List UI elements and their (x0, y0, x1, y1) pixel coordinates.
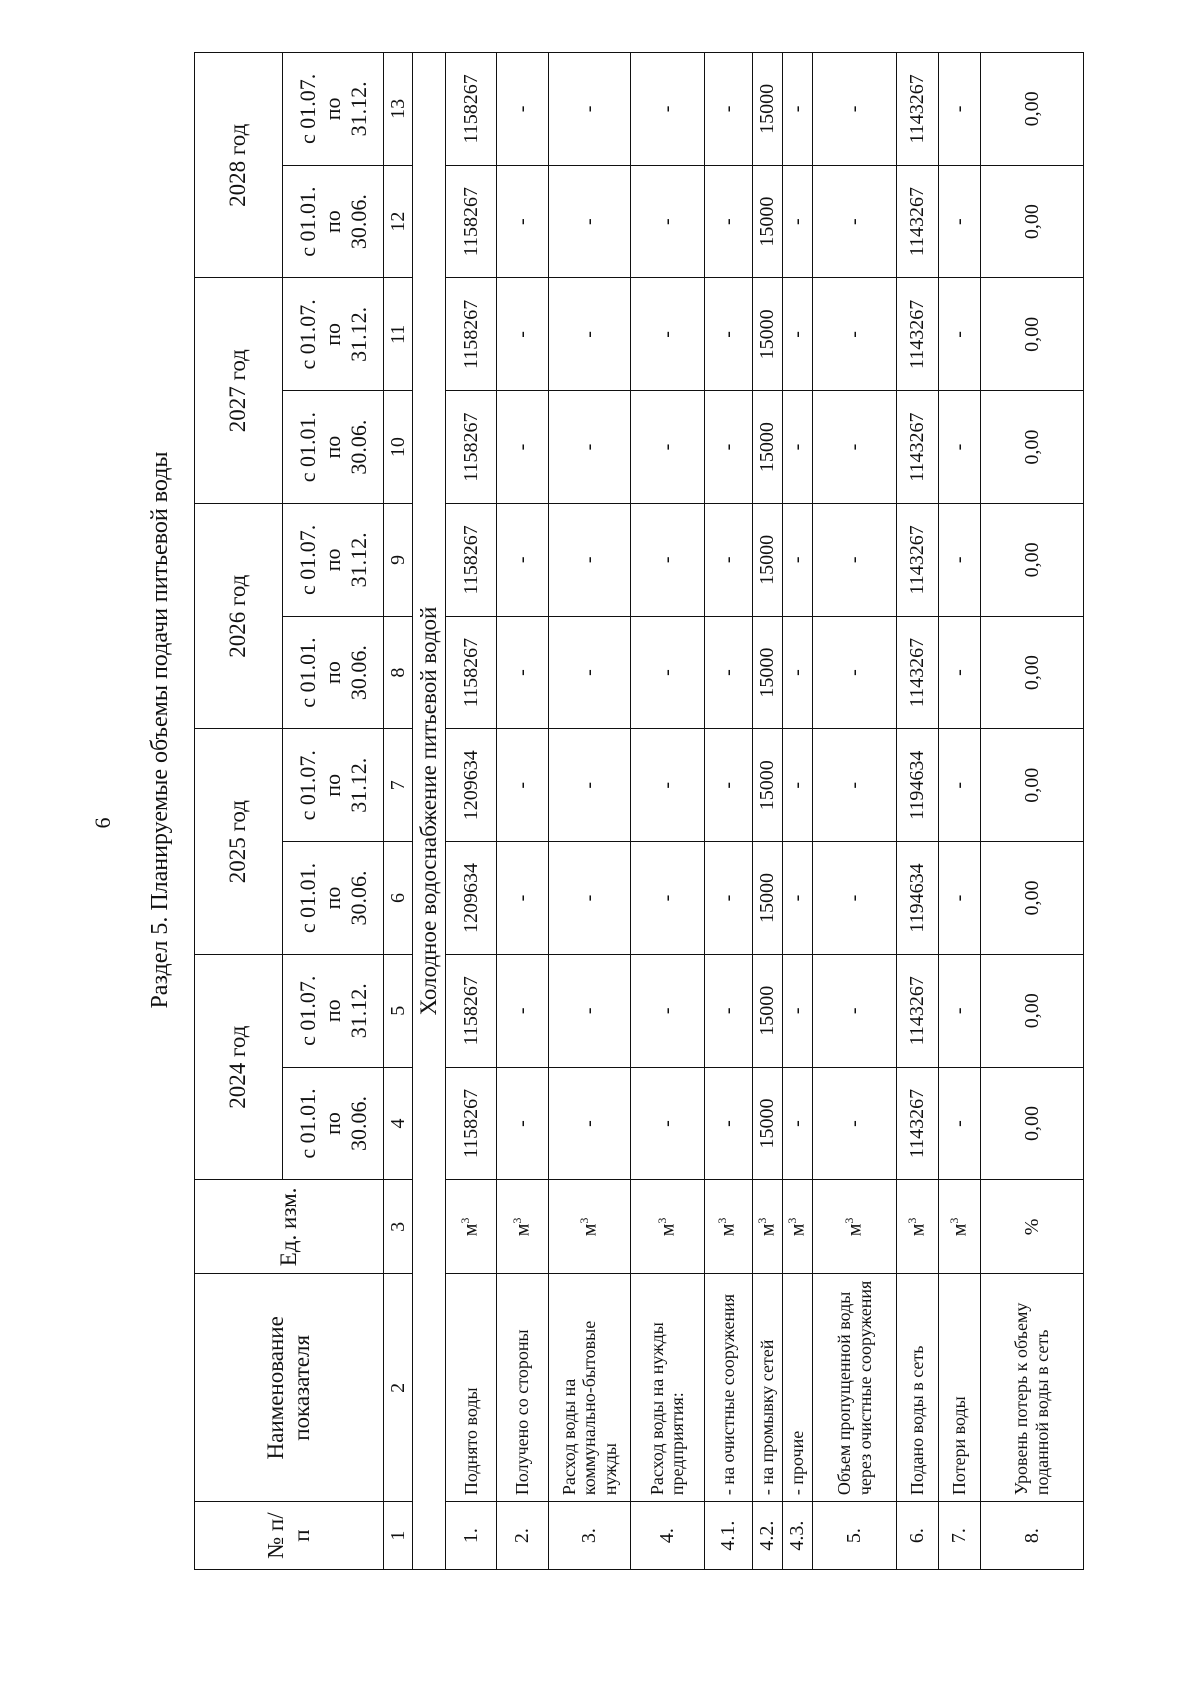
row-name: - на промывку сетей (752, 1274, 782, 1502)
row-value: - (939, 391, 981, 504)
row-value: - (782, 616, 812, 729)
row-value: 15000 (752, 278, 782, 391)
unit-superscript: 3 (509, 1217, 524, 1224)
period-line: по (320, 999, 346, 1023)
row-value: - (704, 616, 752, 729)
header-year: 2027 год (195, 278, 283, 503)
row-value: 1194634 (897, 842, 939, 955)
table-container (194, 52, 1084, 1570)
row-value: - (496, 729, 548, 842)
column-number: 6 (383, 842, 412, 955)
row-value: - (496, 1067, 548, 1180)
page-number: 6 (90, 817, 115, 829)
header-name: Наименование показателя (195, 1274, 384, 1502)
water-supply-table (194, 52, 1084, 1570)
section-label: Холодное водоснабжение питьевой водой (413, 53, 446, 1570)
period-line: с 01.01. (295, 1088, 321, 1159)
row-unit: $м^3$ (782, 1180, 812, 1274)
row-name: Подано воды в сеть (897, 1274, 939, 1502)
row-value: 1158267 (446, 278, 496, 391)
unit-superscript: 3 (458, 1217, 473, 1224)
row-value: - (631, 53, 704, 166)
row-value: - (496, 165, 548, 278)
unit-superscript: 3 (946, 1217, 961, 1224)
row-unit: % (981, 1180, 1084, 1274)
row-value: - (939, 616, 981, 729)
row-value: 1143267 (897, 165, 939, 278)
row-number: 4.2. (752, 1502, 782, 1570)
row-number: 6. (897, 1502, 939, 1570)
row-value: 15000 (752, 165, 782, 278)
row-value: - (549, 616, 631, 729)
row-value: - (939, 954, 981, 1067)
row-value: - (782, 165, 812, 278)
unit-superscript: 3 (784, 1217, 799, 1224)
row-value: - (496, 391, 548, 504)
unit-superscript: 3 (904, 1217, 919, 1224)
row-number: 3. (549, 1502, 631, 1570)
header-period-first-half (283, 1067, 384, 1180)
period-line: по (320, 322, 346, 346)
row-value: 1158267 (446, 53, 496, 166)
row-value: 15000 (752, 1067, 782, 1180)
table-row (897, 53, 939, 1570)
period-line: с 01.07. (295, 299, 321, 370)
row-value: - (549, 165, 631, 278)
table-row (496, 53, 548, 1570)
header-year: 2024 год (195, 954, 283, 1179)
row-value: - (782, 391, 812, 504)
row-unit: $м^3$ (549, 1180, 631, 1274)
row-value: 1143267 (897, 391, 939, 504)
row-value: 15000 (752, 954, 782, 1067)
table-row (752, 53, 782, 1570)
row-value: 1158267 (446, 503, 496, 616)
row-value: 1143267 (897, 53, 939, 166)
column-number: 5 (383, 954, 412, 1067)
row-value: - (704, 165, 752, 278)
row-value: - (939, 503, 981, 616)
row-value: - (813, 278, 897, 391)
header-period-first-half (283, 165, 384, 278)
row-value: - (813, 165, 897, 278)
row-value: 0,00 (981, 278, 1084, 391)
unit-superscript: 3 (576, 1217, 591, 1224)
row-value: - (813, 391, 897, 504)
row-value: 1158267 (446, 165, 496, 278)
row-value: - (549, 503, 631, 616)
row-value: - (782, 53, 812, 166)
period-line: 30.06. (345, 194, 371, 250)
header-period-second-half (283, 729, 384, 842)
row-value: - (813, 729, 897, 842)
column-number: 11 (383, 278, 412, 391)
row-value: - (496, 278, 548, 391)
unit-superscript: 3 (654, 1217, 669, 1224)
row-value: 15000 (752, 503, 782, 616)
unit-superscript: 3 (841, 1217, 856, 1224)
row-value: - (496, 954, 548, 1067)
row-value: 15000 (752, 391, 782, 504)
period-line: 30.06. (345, 419, 371, 475)
header-period-second-half (283, 53, 384, 166)
row-value: - (496, 842, 548, 955)
row-value: 15000 (752, 729, 782, 842)
header-year: 2028 год (195, 53, 283, 278)
period-line: 31.12. (345, 983, 371, 1039)
row-value: - (813, 53, 897, 166)
column-number: 4 (383, 1067, 412, 1180)
row-value: - (631, 165, 704, 278)
row-value: 1158267 (446, 954, 496, 1067)
header-period-first-half (283, 391, 384, 504)
period-line: по (320, 97, 346, 121)
row-value: 15000 (752, 53, 782, 166)
header-year: 2025 год (195, 729, 283, 954)
row-unit: $м^3$ (631, 1180, 704, 1274)
column-number: 12 (383, 165, 412, 278)
row-name: Расход воды на нужды предприятия: (631, 1274, 704, 1502)
row-value: - (549, 278, 631, 391)
row-value: - (631, 729, 704, 842)
row-value: 0,00 (981, 729, 1084, 842)
row-value: - (549, 53, 631, 166)
row-name: Поднято воды (446, 1274, 496, 1502)
header-year: 2026 год (195, 503, 283, 728)
row-value: 1143267 (897, 616, 939, 729)
period-line: с 01.01. (295, 411, 321, 483)
row-name: Потери воды (939, 1274, 981, 1502)
period-line: по (320, 548, 346, 572)
row-value: - (813, 842, 897, 955)
row-value: - (704, 842, 752, 955)
row-name: Уровень потерь к объему поданной воды в сеть (981, 1274, 1084, 1502)
table-row (446, 53, 496, 1570)
row-number: 5. (813, 1502, 897, 1570)
row-value: - (631, 954, 704, 1067)
row-value: - (704, 1067, 752, 1180)
period-line: с 01.01. (295, 186, 321, 257)
row-value: - (549, 954, 631, 1067)
row-value: - (496, 503, 548, 616)
row-number: 1. (446, 1502, 496, 1570)
row-unit: $м^3$ (752, 1180, 782, 1274)
period-line: по (320, 435, 346, 459)
row-value: - (813, 954, 897, 1067)
column-number: 9 (383, 503, 412, 616)
table-row (939, 53, 981, 1570)
row-unit: $м^3$ (897, 1180, 939, 1274)
row-value: - (631, 503, 704, 616)
row-number: 4.1. (704, 1502, 752, 1570)
row-value: 1158267 (446, 391, 496, 504)
header-period-first-half (283, 616, 384, 729)
row-value: - (549, 729, 631, 842)
row-number: 7. (939, 1502, 981, 1570)
column-number: 8 (383, 616, 412, 729)
period-line: с 01.01. (295, 862, 321, 934)
row-value: - (939, 278, 981, 391)
row-value: - (782, 1067, 812, 1180)
row-value: - (631, 391, 704, 504)
row-unit: $м^3$ (446, 1180, 496, 1274)
header-period-second-half (283, 954, 384, 1067)
period-line: по (320, 773, 346, 797)
column-number: 3 (383, 1180, 412, 1274)
table-row (782, 53, 812, 1570)
row-value: - (939, 165, 981, 278)
row-unit: $м^3$ (813, 1180, 897, 1274)
period-line: 31.12. (345, 757, 371, 813)
period-line: по (320, 661, 346, 684)
period-line: по (320, 1112, 346, 1135)
row-value: - (782, 278, 812, 391)
period-line: 31.12. (345, 306, 371, 362)
row-value: - (631, 278, 704, 391)
column-number: 13 (383, 53, 412, 166)
row-unit: $м^3$ (496, 1180, 548, 1274)
row-value: 0,00 (981, 954, 1084, 1067)
row-value: 1143267 (897, 954, 939, 1067)
table-row (704, 53, 752, 1570)
row-value: 1143267 (897, 278, 939, 391)
row-unit: $м^3$ (939, 1180, 981, 1274)
row-value: 1209634 (446, 729, 496, 842)
row-value: 0,00 (981, 503, 1084, 616)
row-value: 0,00 (981, 842, 1084, 955)
row-value: 1158267 (446, 616, 496, 729)
row-value: - (782, 503, 812, 616)
row-name: Получено со стороны (496, 1274, 548, 1502)
table-row (813, 53, 897, 1570)
row-value: 15000 (752, 842, 782, 955)
column-number: 1 (383, 1502, 412, 1570)
row-value: - (704, 53, 752, 166)
period-line: 30.06. (345, 870, 371, 926)
period-line: 31.12. (345, 532, 371, 588)
row-unit: $м^3$ (704, 1180, 752, 1274)
period-line: 30.06. (345, 645, 371, 701)
row-value: 0,00 (981, 1067, 1084, 1180)
row-value: - (813, 503, 897, 616)
period-line: с 01.07. (295, 524, 321, 595)
column-number: 7 (383, 729, 412, 842)
unit-superscript: 3 (715, 1217, 730, 1224)
row-value: - (939, 1067, 981, 1180)
column-number: 2 (383, 1274, 412, 1502)
row-name: - прочие (782, 1274, 812, 1502)
row-value: - (704, 278, 752, 391)
row-value: - (704, 503, 752, 616)
period-line: 30.06. (345, 1096, 371, 1151)
header-period-first-half (283, 842, 384, 955)
row-value: 1209634 (446, 842, 496, 955)
row-value: - (704, 391, 752, 504)
row-value: - (939, 842, 981, 955)
row-value: - (549, 1067, 631, 1180)
row-value: 15000 (752, 616, 782, 729)
row-name: - на очистные сооружения (704, 1274, 752, 1502)
row-value: 0,00 (981, 391, 1084, 504)
row-value: 0,00 (981, 165, 1084, 278)
period-line: с 01.07. (295, 975, 321, 1046)
row-value: - (782, 729, 812, 842)
row-value: - (813, 1067, 897, 1180)
row-value: - (549, 842, 631, 955)
table-row (631, 53, 704, 1570)
row-name: Расход воды на коммунально-бытовые нужды (549, 1274, 631, 1502)
row-name: Объем пропущенной воды через очистные сооружения (813, 1274, 897, 1502)
column-number: 10 (383, 391, 412, 504)
header-unit: Ед. изм. (195, 1180, 384, 1274)
row-value: - (939, 53, 981, 166)
page-title: Раздел 5. Планируемые объемы подачи питьевой воды (147, 451, 173, 1009)
period-line: по (320, 210, 346, 234)
row-value: - (631, 1067, 704, 1180)
table-row (549, 53, 631, 1570)
period-line: 31.12. (345, 81, 371, 137)
header-period-second-half (283, 503, 384, 616)
row-value: - (782, 954, 812, 1067)
period-line: по (320, 886, 346, 910)
row-value: - (704, 729, 752, 842)
row-value: 0,00 (981, 53, 1084, 166)
row-number: 4.3. (782, 1502, 812, 1570)
period-line: с 01.07. (295, 73, 321, 145)
row-value: 1143267 (897, 1067, 939, 1180)
row-value: 0,00 (981, 616, 1084, 729)
row-value: - (631, 842, 704, 955)
row-value: - (496, 616, 548, 729)
period-line: с 01.01. (295, 637, 321, 708)
period-line: с 01.07. (295, 750, 321, 821)
row-value: - (549, 391, 631, 504)
header-period-second-half (283, 278, 384, 391)
row-value: 1158267 (446, 1067, 496, 1180)
table-row (981, 53, 1084, 1570)
row-value: 1194634 (897, 729, 939, 842)
header-num: № п/п (195, 1502, 384, 1570)
row-value: - (496, 53, 548, 166)
row-value: - (939, 729, 981, 842)
row-number: 4. (631, 1502, 704, 1570)
row-value: 1143267 (897, 503, 939, 616)
row-number: 2. (496, 1502, 548, 1570)
row-value: - (704, 954, 752, 1067)
row-value: - (813, 616, 897, 729)
unit-superscript: 3 (754, 1217, 769, 1224)
row-value: - (631, 616, 704, 729)
row-number: 8. (981, 1502, 1084, 1570)
row-value: - (782, 842, 812, 955)
